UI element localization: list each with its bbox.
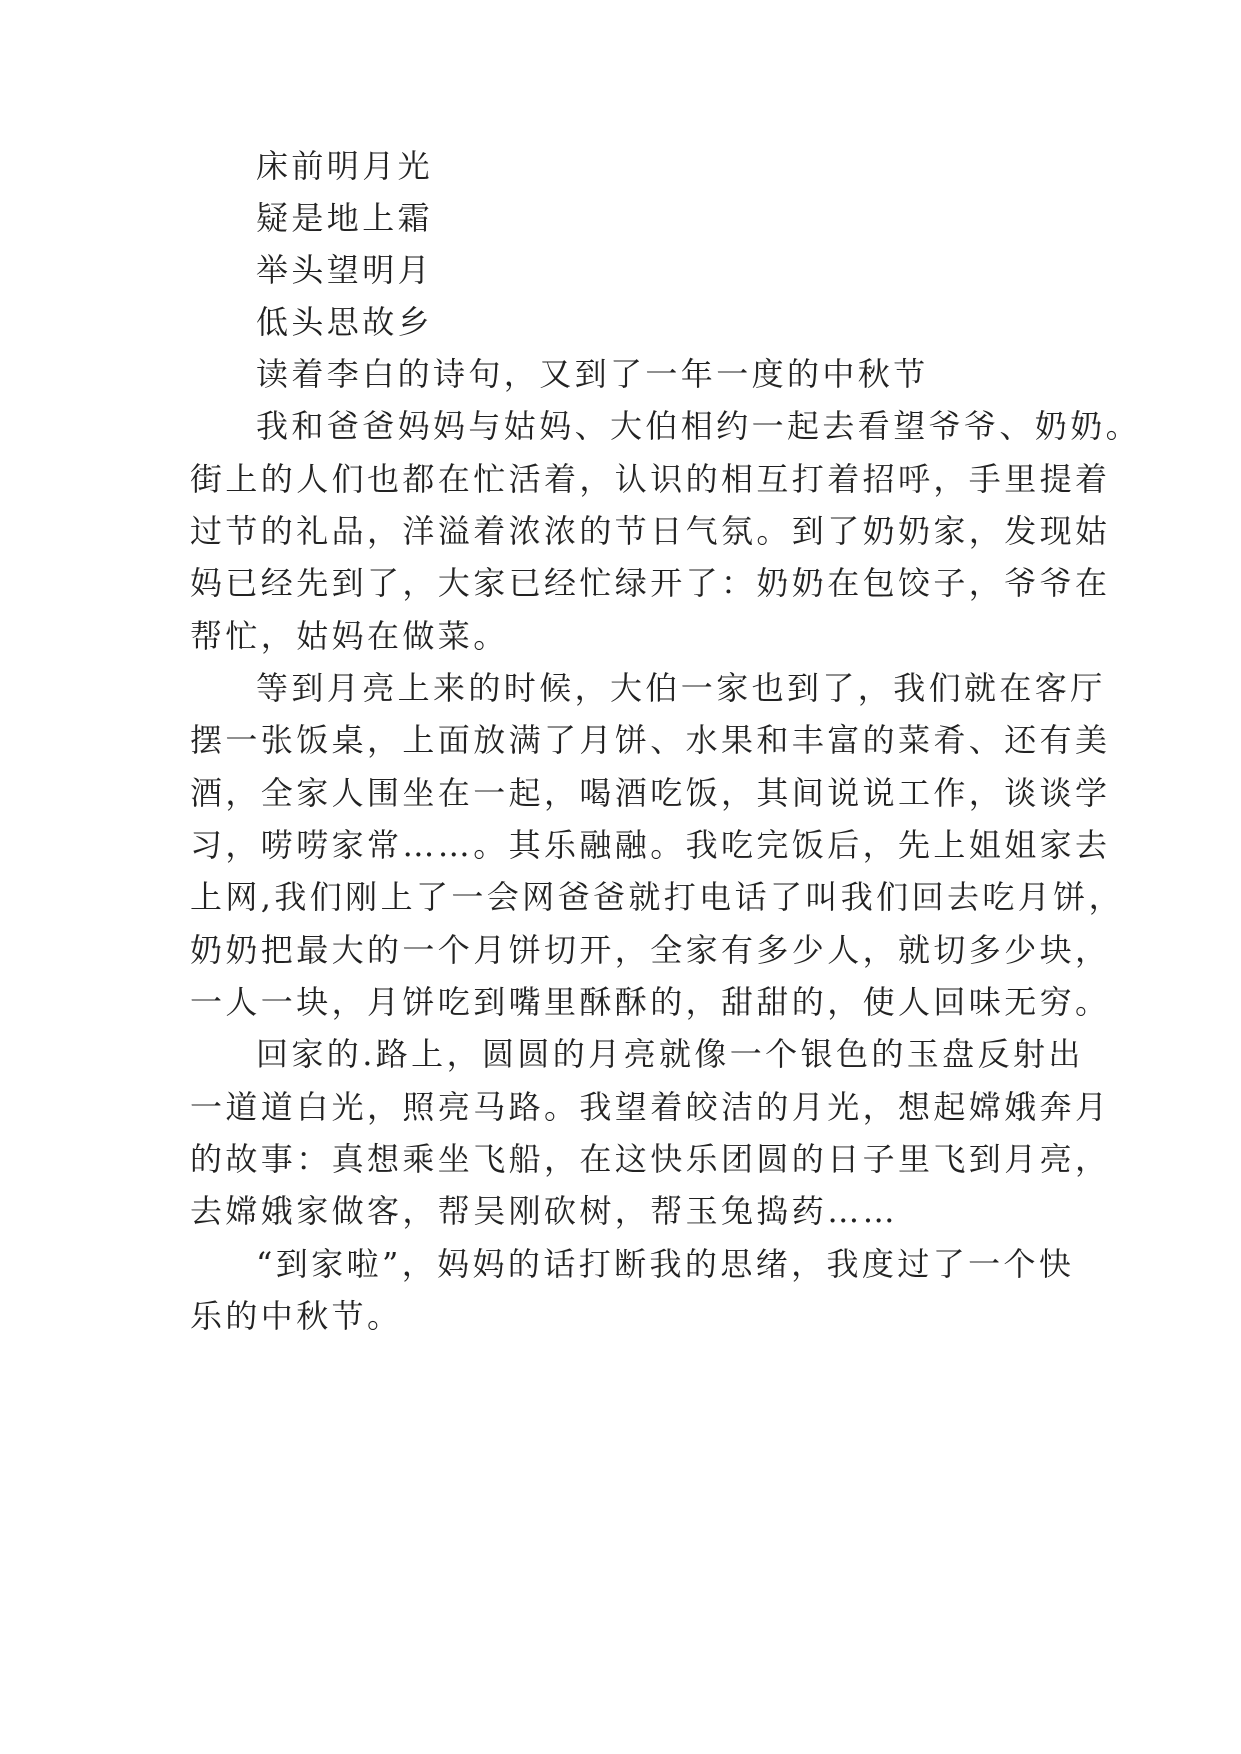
paragraph-3-line-2: 一道道白光，照亮马路。我望着皎洁的月光，想起嫦娥奔月 <box>190 1088 1111 1126</box>
poem-line-1: 床前明月光 <box>256 147 434 185</box>
paragraph-3-line-1: 回家的.路上，圆圆的月亮就像一个银色的玉盘反射出 <box>256 1035 1084 1073</box>
paragraph-1-line-4: 妈已经先到了，大家已经忙绿开了：奶奶在包饺子，爷爷在 <box>190 564 1111 602</box>
paragraph-2-line-2: 摆一张饭桌，上面放满了月饼、水果和丰富的菜肴、还有美 <box>190 721 1111 759</box>
poem-line-4: 低头思故乡 <box>256 303 434 341</box>
paragraph-2-line-4: 习，唠唠家常……。其乐融融。我吃完饭后，先上姐姐家去 <box>190 826 1111 864</box>
paragraph-2-line-6: 奶奶把最大的一个月饼切开，全家有多少人，就切多少块， <box>190 931 1111 969</box>
intro-line: 读着李白的诗句，又到了一年一度的中秋节 <box>256 355 929 393</box>
poem-line-2: 疑是地上霜 <box>256 199 434 237</box>
poem-line-3: 举头望明月 <box>256 251 434 289</box>
paragraph-3-line-4: 去嫦娥家做客，帮吴刚砍树，帮玉兔捣药…… <box>190 1192 899 1230</box>
paragraph-2-line-7: 一人一块，月饼吃到嘴里酥酥的，甜甜的，使人回味无穷。 <box>190 983 1111 1021</box>
paragraph-4-line-1: “到家啦”，妈妈的话打断我的思绪，我度过了一个快 <box>256 1245 1075 1283</box>
paragraph-2-line-5: 上网,我们刚上了一会网爸爸就打电话了叫我们回去吃月饼， <box>190 878 1124 916</box>
paragraph-4-line-2: 乐的中秋节。 <box>190 1297 403 1335</box>
paragraph-2-line-3: 酒，全家人围坐在一起，喝酒吃饭，其间说说工作，谈谈学 <box>190 774 1111 812</box>
paragraph-1-line-3: 过节的礼品，洋溢着浓浓的节日气氛。到了奶奶家，发现姑 <box>190 512 1111 550</box>
paragraph-1-line-1: 我和爸爸妈妈与姑妈、大伯相约一起去看望爷爷、奶奶。 <box>256 407 1142 445</box>
paragraph-3-line-3: 的故事：真想乘坐飞船，在这快乐团圆的日子里飞到月亮， <box>190 1140 1111 1178</box>
paragraph-1-line-2: 街上的人们也都在忙活着，认识的相互打着招呼，手里提着 <box>190 460 1111 498</box>
paragraph-1-line-5: 帮忙，姑妈在做菜。 <box>190 617 509 655</box>
paragraph-2-line-1: 等到月亮上来的时候，大伯一家也到了，我们就在客厅 <box>256 669 1106 707</box>
